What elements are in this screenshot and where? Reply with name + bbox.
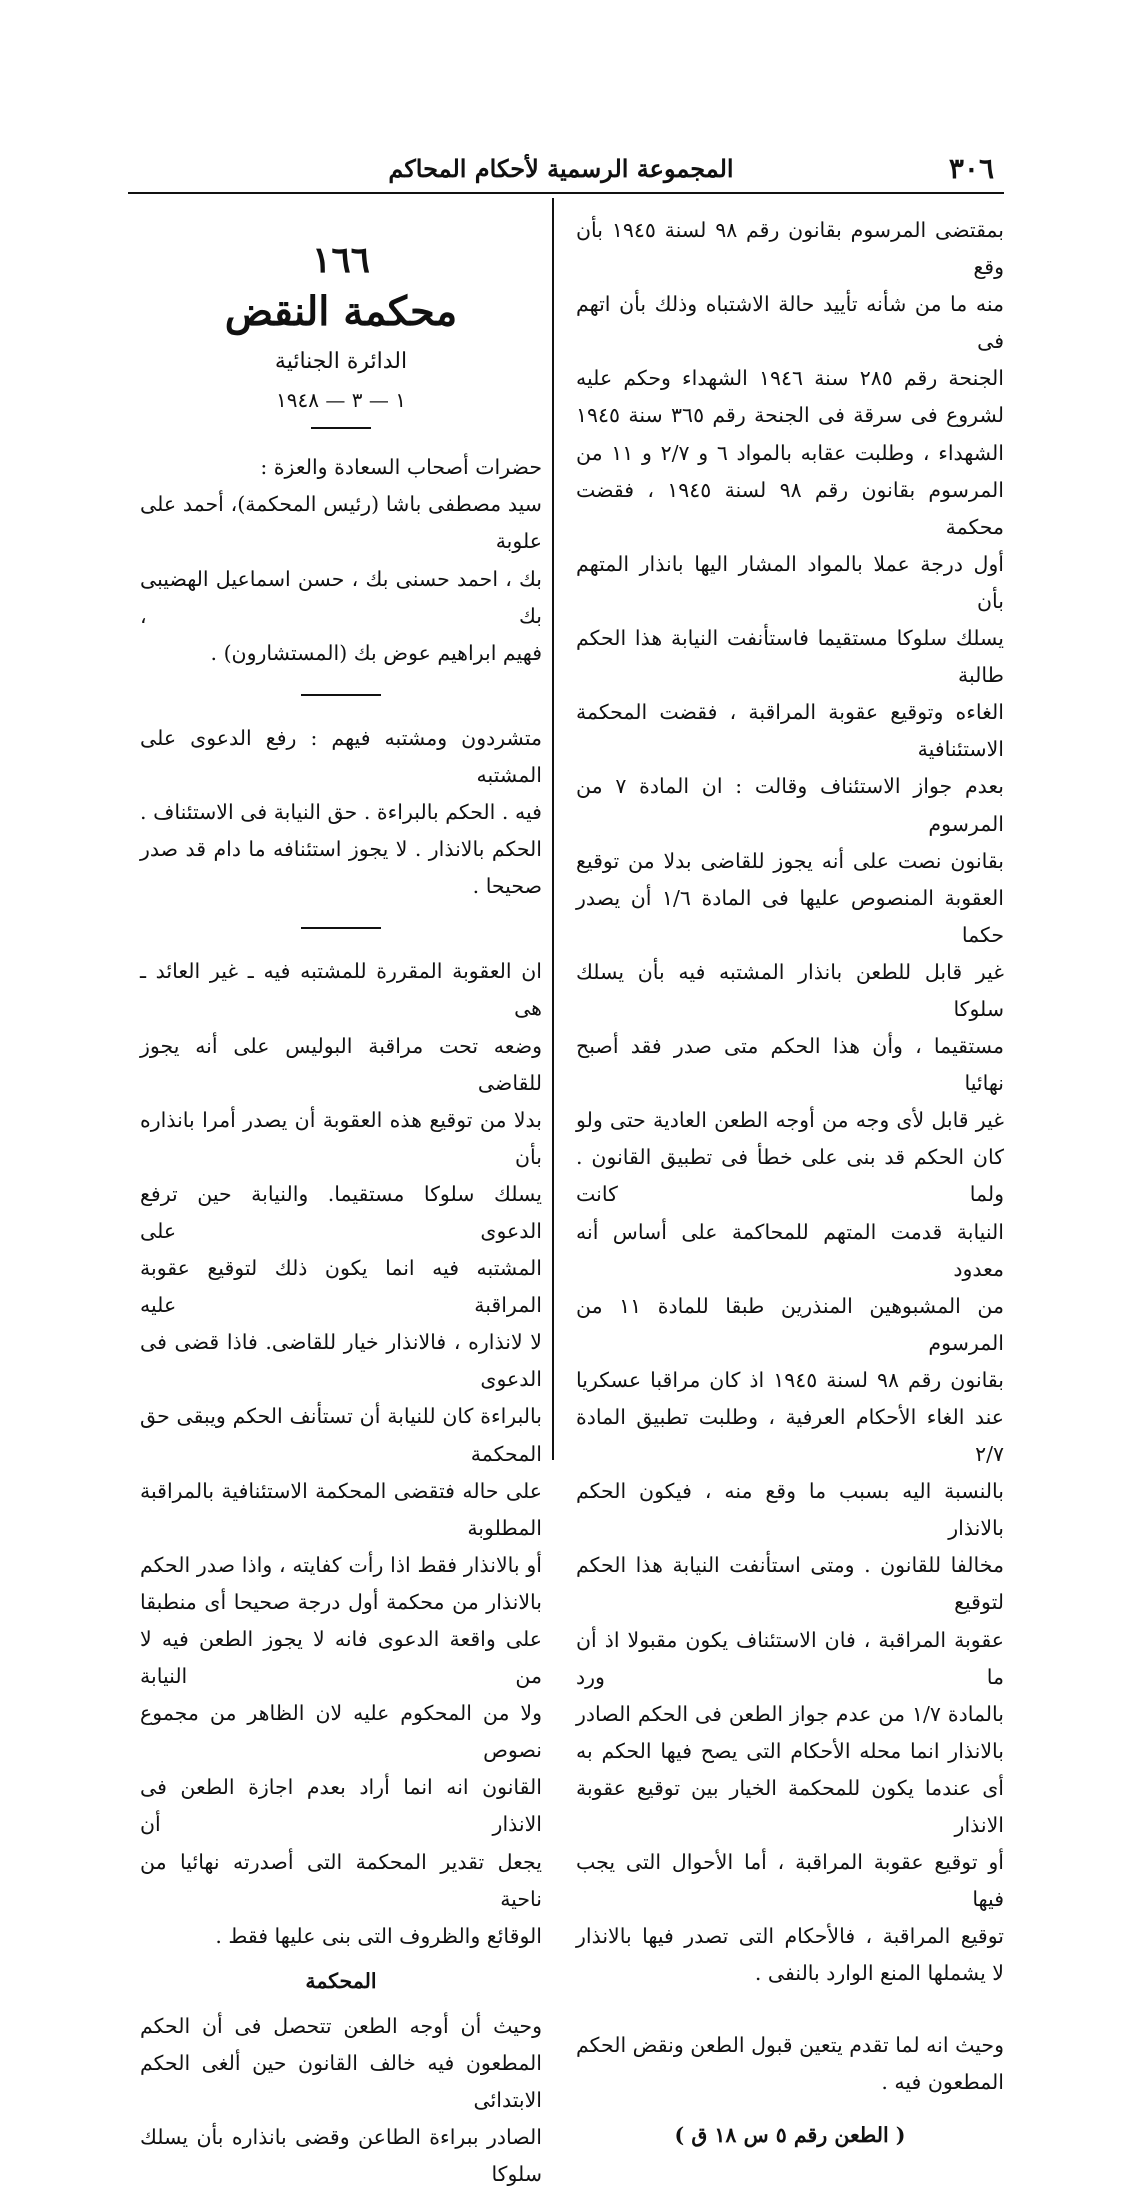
- text-line: الوقائع والظروف التى بنى عليها فقط .: [215, 1923, 542, 1948]
- text-line: مستقيما ، وأن هذا الحكم متى صدر فقد أصبح نهائيا: [576, 1034, 1004, 1096]
- case-citation: ( الطعن رقم ٥ س ١٨ ق ): [674, 2122, 906, 2147]
- text-line: متشردون ومشتبه فيهم : رفع الدعوى على المشتبه: [140, 725, 542, 787]
- right-column: [576, 212, 1004, 2154]
- section-divider: [301, 927, 381, 929]
- text-line: المطعون فيه .: [881, 2069, 1004, 2094]
- page-header: [128, 148, 994, 192]
- text-line: بقانون رقم ٩٨ لسنة ١٩٤٥ اذ كان مراقبا عسكريا: [576, 1367, 1004, 1392]
- judgment-date: ١ — ٣ — ١٩٤٨: [276, 388, 406, 413]
- section-divider: [311, 427, 371, 429]
- text-line: بالانذار من محكمة أول درجة صحيحا أى منطبقا: [140, 1589, 542, 1614]
- text-line: كان الحكم قد بنى على خطأ فى تطبيق القانون . ولما كانت: [576, 1145, 1004, 1207]
- page-number: ٣٠٦: [948, 152, 994, 185]
- text-line: على واقعة الدعوى فانه لا يجوز الطعن فيه لا من النيابة: [140, 1627, 542, 1689]
- text-line: بالنسبة اليه بسبب ما وقع منه ، فيكون الحكم بالانذار: [576, 1479, 1004, 1541]
- text-line: بمقتضى المرسوم بقانون رقم ٩٨ لسنة ١٩٤٥ بأن وقع: [576, 218, 1004, 280]
- text-line: فيه . الحكم بالبراءة . حق النيابة فى الاستئناف .: [140, 800, 542, 825]
- text-line: الحكم بالانذار . لا يجوز استئنافه ما دام قد صدر: [140, 837, 542, 862]
- text-line: أو بالانذار فقط اذا رأت كفايته ، واذا صدر الحكم: [140, 1552, 542, 1577]
- text-line: غير قابل لأى وجه من أوجه الطعن العادية حتى ولو: [576, 1108, 1004, 1133]
- section-divider: [301, 694, 381, 696]
- text-line: بالمادة ١/٧ من عدم جواز الطعن فى الحكم الصادر: [576, 1701, 1005, 1726]
- text-line: بقانون نصت على أنه يجوز للقاضى بدلا من توقيع: [576, 848, 1004, 873]
- text-line: وضعه تحت مراقبة البوليس على أنه يجوز للقاضى: [140, 1033, 542, 1095]
- text-line: أول درجة عملا بالمواد المشار اليها بانذار المتهم بأن: [576, 551, 1004, 613]
- text-line: يسلك سلوكا مستقيما فاستأنفت النيابة هذا الحكم طالبة: [576, 626, 1004, 688]
- text-line: على حاله فتقضى المحكمة الاستئنافية بالمراقبة المطلوبة: [140, 1478, 542, 1540]
- legal-principle: [140, 953, 542, 1955]
- case-number: ١٦٦: [311, 239, 370, 281]
- text-line: عقوبة المراقبة ، فان الاستئناف يكون مقبولا اذ أن ما ورد: [576, 1627, 1004, 1689]
- text-line: بك ، احمد حسنى بك ، حسن اسماعيل الهضيبى بك ،: [140, 566, 542, 628]
- column-divider: [552, 198, 554, 1460]
- running-title: المجموعة الرسمية لأحكام المحاكم: [388, 154, 734, 183]
- text-line: صحيحا .: [472, 874, 542, 899]
- presence-line: حضرات أصحاب السعادة والعزة :: [260, 455, 542, 480]
- text-line: عند الغاء الأحكام العرفية ، وطلبت تطبيق المادة ٢/٧: [576, 1405, 1004, 1467]
- judges-list: [140, 486, 542, 671]
- text-line: الصادر ببراءة الطاعن وقضى بانذاره بأن يسلك سلوكا: [140, 2125, 542, 2187]
- left-column: [140, 212, 542, 2201]
- text-line: غير قابل للطعن بانذار المشتبه فيه بأن يسلك سلوكا: [576, 959, 1004, 1021]
- text-line: الشهداء ، وطلبت عقابه بالمواد ٦ و ٢/٧ و ١١ من: [576, 440, 1004, 465]
- text-line: سيد مصطفى باشا (رئيس المحكمة)، أحمد على علوبة: [140, 492, 542, 554]
- text-line: منه ما من شأنه تأييد حالة الاشتباه وذلك بأن اتهم فى: [576, 292, 1004, 354]
- keywords-summary: [140, 720, 542, 905]
- text-line: المطعون فيه خالف القانون حين ألغى الحكم الابتدائى: [140, 2051, 542, 2113]
- text-line: القانون انه انما أراد بعدم اجازة الطعن فى الانذار أن: [140, 1775, 542, 1837]
- text-line: بدلا من توقيع هذه العقوبة أن يصدر أمرا بانذاره بأن: [140, 1107, 542, 1169]
- text-line: العقوبة المنصوص عليها فى المادة ١/٦ أن يصدر حكما: [576, 885, 1004, 947]
- text-line: أو توقيع عقوبة المراقبة ، أما الأحوال التى يجب فيها: [576, 1850, 1004, 1912]
- text-line: لا لانذاره ، فالانذار خيار للقاضى. فاذا قضى فى الدعوى: [140, 1330, 542, 1392]
- text-line: مخالفا للقانون . ومتى استأنفت النيابة هذا الحكم لتوقيع: [576, 1553, 1004, 1615]
- text-line: وحيث انه لما تقدم يتعين قبول الطعن ونقض الحكم: [576, 2032, 1004, 2057]
- text-line: بالانذار انما محله الأحكام التى يصح فيها الحكم به: [576, 1738, 1004, 1763]
- text-line: ان العقوبة المقررة للمشتبه فيه ـ غير العائد ـ هى: [140, 959, 542, 1021]
- text-line: الجنحة رقم ٢٨٥ سنة ١٩٤٦ الشهداء وحكم عليه: [576, 366, 1004, 391]
- text-line: الغاءه وتوقيع عقوبة المراقبة ، فقضت المحكمة الاستئنافية: [576, 700, 1004, 762]
- text-line: لشروع فى سرقة فى الجنحة رقم ٣٦٥ سنة ١٩٤٥: [576, 403, 1004, 428]
- text-line: بعدم جواز الاستئناف وقالت : ان المادة ٧ من المرسوم: [576, 774, 1004, 836]
- court-name: محكمة النقض: [224, 288, 458, 336]
- text-line: أى عندما يكون للمحكمة الخيار بين توقيع عقوبة الانذار: [576, 1775, 1004, 1838]
- text-line: ولا من المحكوم عليه لان الظاهر من مجموع نصوص: [140, 1701, 542, 1763]
- continued-judgment-text: [576, 212, 1004, 1993]
- text-line: بالبراءة كان للنيابة أن تستأنف الحكم ويبقى حق المحكمة: [140, 1404, 542, 1466]
- text-line: يجعل تقدير المحكمة التى أصدرته نهائيا من ناحية: [140, 1849, 542, 1911]
- section-title: المحكمة: [305, 1968, 377, 1993]
- court-reasoning: [140, 2008, 542, 2193]
- text-line: النيابة قدمت المتهم للمحاكمة على أساس أنه معدود: [576, 1219, 1004, 1281]
- text-line: من المشبوهين المنذرين طبقا للمادة ١١ من المرسوم: [576, 1293, 1004, 1355]
- text-line: فهيم ابراهيم عوض بك (المستشارون) .: [210, 640, 542, 665]
- chamber-name: الدائرة الجنائية: [274, 349, 408, 375]
- spacer: [576, 2001, 1004, 2027]
- text-line: المشتبه فيه انما يكون ذلك لتوقيع عقوبة المراقبة عليه: [140, 1256, 542, 1318]
- text-line: لا يشملها المنع الوارد بالنفى .: [754, 1961, 1004, 1986]
- text-line: يسلك سلوكا مستقيما. والنيابة حين ترفع الدعوى على: [140, 1181, 542, 1243]
- conclusion-paragraph: [576, 2027, 1004, 2101]
- header-rule: [128, 192, 1004, 194]
- text-line: المرسوم بقانون رقم ٩٨ لسنة ١٩٤٥ ، فقضت محكمة: [576, 477, 1004, 539]
- text-line: توقيع المراقبة ، فالأحكام التى تصدر فيها بالانذار: [576, 1924, 1004, 1949]
- text-line: وحيث أن أوجه الطعن تتحصل فى أن الحكم: [140, 2013, 542, 2038]
